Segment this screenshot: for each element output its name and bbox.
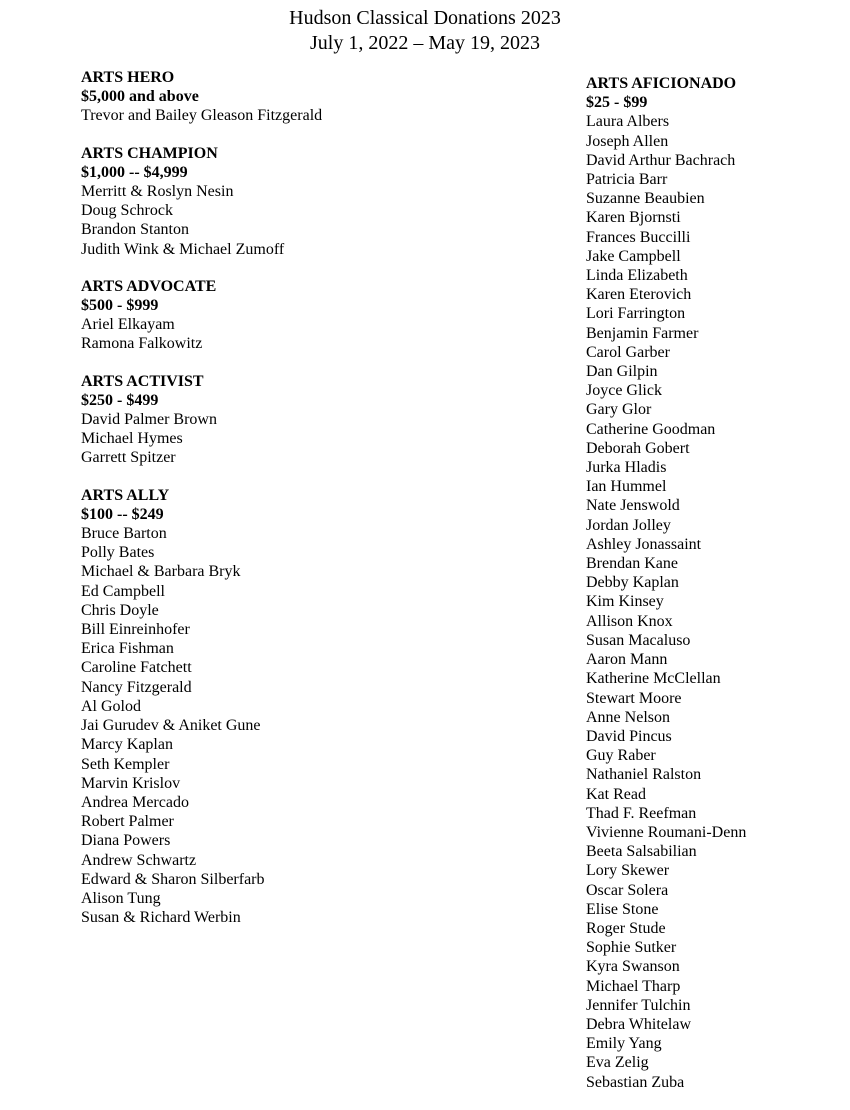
- donor-name: Ramona Falkowitz: [81, 335, 203, 353]
- donor-name: David Pincus: [586, 727, 672, 745]
- donor-name: Polly Bates: [81, 544, 155, 562]
- donor-name: Garrett Spitzer: [81, 449, 176, 467]
- tier-range: $250 - $499: [81, 391, 159, 409]
- donor-name: Michael Tharp: [586, 977, 681, 995]
- donor-tier: [81, 144, 481, 259]
- donor-name: Sebastian Zuba: [586, 1073, 685, 1091]
- donor-name: Marvin Krislov: [81, 774, 181, 792]
- donor-name: Gary Glor: [586, 401, 652, 419]
- donor-name: Jordan Jolley: [586, 516, 671, 534]
- tier-range: $1,000 -- $4,999: [81, 163, 188, 181]
- donor-name: Allison Knox: [586, 612, 673, 630]
- donor-name: Merritt & Roslyn Nesin: [81, 183, 234, 201]
- donor-tier: [81, 372, 481, 468]
- donor-name: Sophie Sutker: [586, 939, 677, 957]
- tier-range: $5,000 and above: [81, 88, 199, 106]
- donor-name: Andrew Schwartz: [81, 851, 197, 869]
- donor-name: Doug Schrock: [81, 202, 173, 220]
- tier-title: ARTS ADVOCATE: [81, 277, 217, 295]
- donor-name: Brandon Stanton: [81, 221, 189, 239]
- donor-name: Caroline Fatchett: [81, 659, 192, 677]
- donor-name: Erica Fishman: [81, 640, 174, 658]
- donor-name: Nancy Fitzgerald: [81, 678, 192, 696]
- donor-name: Alison Tung: [81, 889, 161, 907]
- right-column: [586, 74, 836, 1110]
- donor-tier: [81, 486, 481, 928]
- donor-name: Judith Wink & Michael Zumoff: [81, 240, 285, 258]
- donor-name: Karen Bjornsti: [586, 209, 681, 227]
- donor-name: Kyra Swanson: [586, 958, 680, 976]
- donor-name: Anne Nelson: [586, 708, 670, 726]
- donor-name: Ariel Elkayam: [81, 316, 175, 334]
- donor-name: Beeta Salsabilian: [586, 843, 697, 861]
- page-period: July 1, 2022 – May 19, 2023: [310, 32, 540, 54]
- donor-name: Aaron Mann: [586, 651, 668, 669]
- page-title: Hudson Classical Donations 2023: [289, 7, 561, 29]
- donor-name: Suzanne Beaubien: [586, 190, 705, 208]
- donor-name: Al Golod: [81, 697, 141, 715]
- donor-name: Robert Palmer: [81, 813, 174, 831]
- donor-name: Ed Campbell: [81, 582, 165, 600]
- tier-title: ARTS HERO: [81, 69, 175, 86]
- tier-title: ARTS CHAMPION: [81, 144, 218, 162]
- donor-name: Laura Albers: [586, 113, 670, 131]
- donor-name: Bill Einreinhofer: [81, 621, 190, 639]
- donor-name: David Palmer Brown: [81, 411, 217, 429]
- donor-name: Lori Farrington: [586, 305, 686, 323]
- donor-name: Debby Kaplan: [586, 574, 679, 592]
- tier-title: ARTS ALLY: [81, 486, 170, 504]
- donor-name: Joseph Allen: [586, 132, 669, 150]
- donor-name: Ian Hummel: [586, 478, 667, 496]
- donor-name: Seth Kempler: [81, 755, 170, 773]
- donor-name: Chris Doyle: [81, 601, 159, 619]
- donor-name: Brendan Kane: [586, 555, 678, 573]
- donor-name: Emily Yang: [586, 1035, 662, 1053]
- donor-name: David Arthur Bachrach: [586, 151, 736, 169]
- donor-name: Bruce Barton: [81, 525, 167, 543]
- tier-range: $100 -- $249: [81, 505, 164, 523]
- donor-name: Jurka Hladis: [586, 459, 667, 477]
- donor-name: Benjamin Farmer: [586, 324, 699, 342]
- donor-name: Roger Stude: [586, 919, 666, 937]
- donor-name: Frances Buccilli: [586, 228, 691, 246]
- donor-name: Patricia Barr: [586, 171, 668, 189]
- donor-name: Catherine Goodman: [586, 420, 716, 438]
- page-header: [0, 6, 850, 56]
- donor-name: Nathaniel Ralston: [586, 766, 702, 784]
- tier-range: $500 - $999: [81, 297, 159, 315]
- donor-name: Vivienne Roumani-Denn: [586, 823, 747, 841]
- tier-title: ARTS AFICIONADO: [586, 75, 737, 92]
- donor-name: Guy Raber: [586, 747, 656, 765]
- donor-tier: [81, 277, 481, 354]
- donor-name: Debra Whitelaw: [586, 1015, 691, 1033]
- donor-name: Katherine McClellan: [586, 670, 721, 688]
- donor-name: Ashley Jonassaint: [586, 535, 702, 553]
- donor-name: Jennifer Tulchin: [586, 996, 691, 1014]
- donor-name: Karen Eterovich: [586, 286, 692, 304]
- donor-name: Elise Stone: [586, 900, 659, 918]
- donor-name: Edward & Sharon Silberfarb: [81, 870, 265, 888]
- donor-name: Kat Read: [586, 785, 646, 803]
- tier-title: ARTS ACTIVIST: [81, 372, 204, 390]
- left-column: [81, 68, 481, 945]
- tier-range: $25 - $99: [586, 94, 648, 112]
- donor-name: Stewart Moore: [586, 689, 682, 707]
- donor-name: Kim Kinsey: [586, 593, 664, 611]
- donor-name: Thad F. Reefman: [586, 804, 697, 822]
- donor-name: Lory Skewer: [586, 862, 670, 880]
- donor-name: Susan & Richard Werbin: [81, 909, 241, 927]
- donor-name: Nate Jenswold: [586, 497, 680, 515]
- donor-name: Susan Macaluso: [586, 631, 691, 649]
- donor-name: Diana Powers: [81, 832, 171, 850]
- donor-name: Jake Campbell: [586, 247, 681, 265]
- donor-name: Trevor and Bailey Gleason Fitzgerald: [81, 107, 323, 125]
- donor-name: Jai Gurudev & Aniket Gune: [81, 717, 261, 735]
- donor-name: Dan Gilpin: [586, 363, 658, 381]
- donor-name: Michael & Barbara Bryk: [81, 563, 241, 581]
- donor-name: Michael Hymes: [81, 430, 183, 448]
- donor-name: Andrea Mercado: [81, 793, 189, 811]
- donor-name: Carol Garber: [586, 343, 670, 361]
- donor-tier: [81, 68, 481, 126]
- donor-name: Oscar Solera: [586, 881, 669, 899]
- donor-tier: [586, 74, 836, 1092]
- donor-name: Linda Elizabeth: [586, 267, 688, 285]
- donor-name: Marcy Kaplan: [81, 736, 173, 754]
- donor-name: Eva Zelig: [586, 1054, 649, 1072]
- donor-name: Deborah Gobert: [586, 439, 690, 457]
- donor-name: Joyce Glick: [586, 382, 662, 400]
